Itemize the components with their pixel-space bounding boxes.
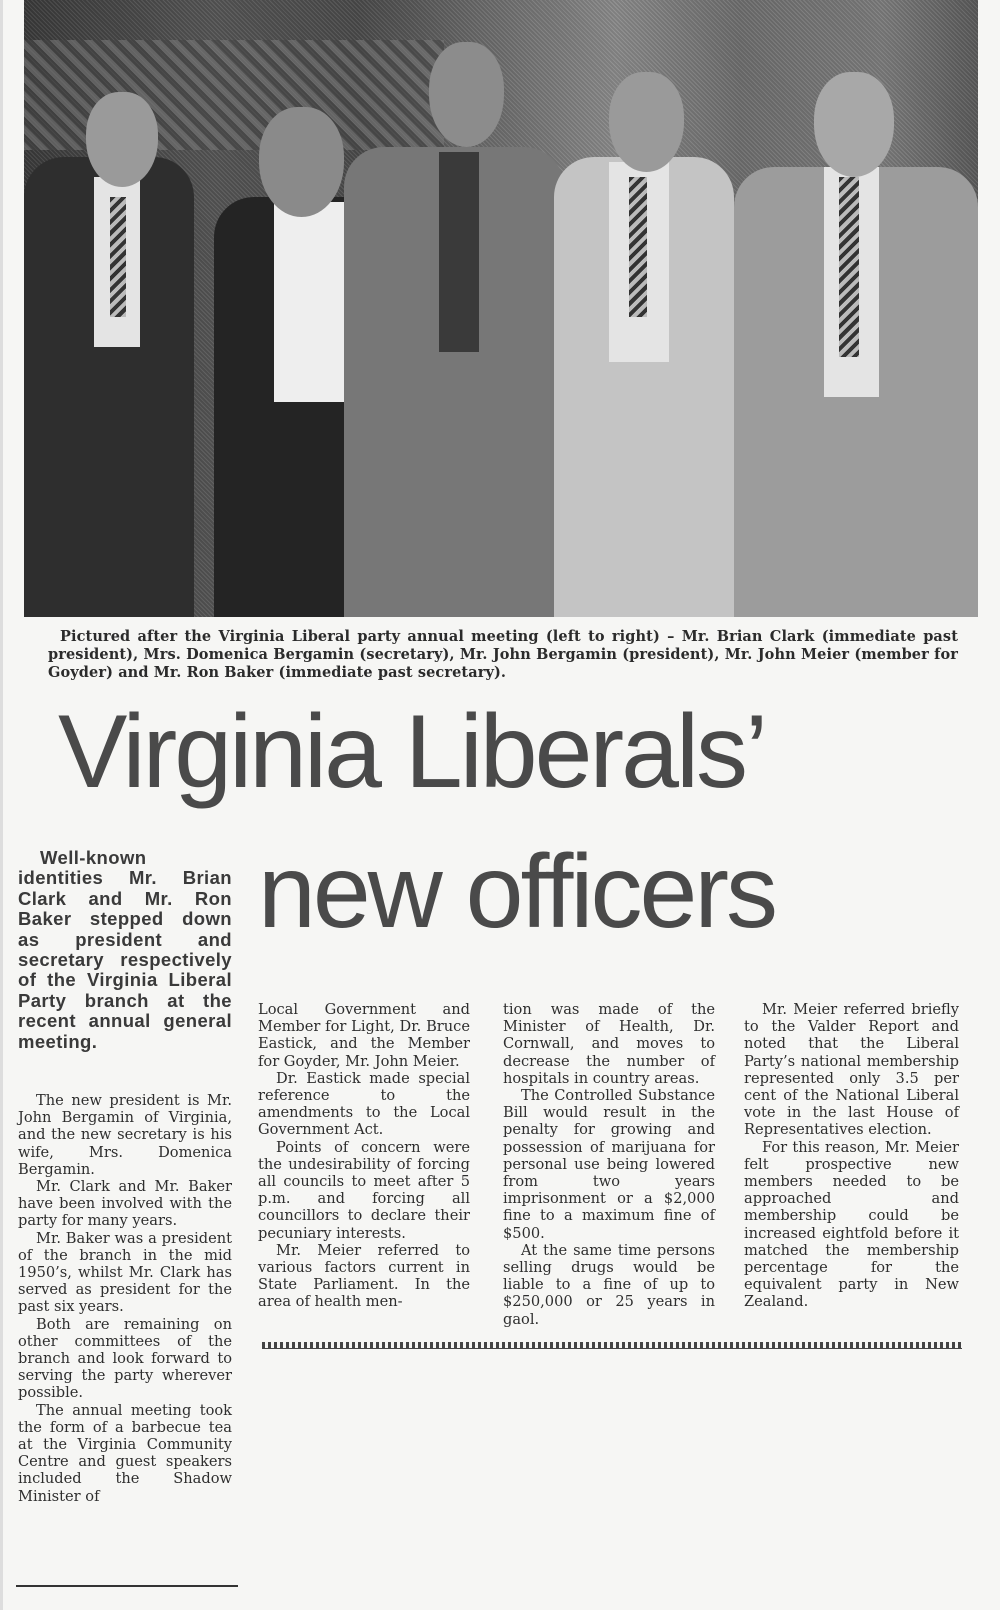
paragraph: For this reason, Mr. Meier felt prospective new members needed to be approached and membership could be increased eightfold before it matched the membership percentage for the equivalent party in New Zealand.	[744, 1138, 959, 1311]
headline-line-2: new officers	[258, 834, 776, 950]
paragraph: Dr. Eastick made special reference to the amendments to the Local Government Act.	[258, 1069, 470, 1139]
page-edge	[0, 0, 3, 1610]
group-photo	[24, 0, 978, 617]
paragraph: Both are remaining on other committees of the branch and look forward to serving the party wherever possible.	[18, 1315, 232, 1402]
paragraph: At the same time persons selling drugs would be liable to a fine of up to $250,000 or 25 years in gaol.	[503, 1241, 715, 1328]
paragraph: tion was made of the Minister of Health, Dr. Cornwall, and moves to decrease the number of hospitals in country areas.	[503, 1001, 715, 1087]
paragraph: Mr. Meier referred to various factors current in State Parliament. In the area of health men-	[258, 1241, 470, 1311]
paragraph: Local Government and Member for Light, Dr. Bruce Eastick, and the Member for Goyder, Mr. John Meier.	[258, 1001, 470, 1070]
paragraph: Mr. Meier referred briefly to the Valder Report and noted that the Liberal Party’s national membership represented only 3.5 per cent of the National Liberal vote in the last House of Representatives election.	[744, 1001, 959, 1139]
column-1-end-rule	[16, 1585, 238, 1587]
person-john-meier	[554, 37, 734, 617]
column-3	[503, 1001, 715, 1328]
paragraph: Mr. Baker was a president of the branch in the mid 1950’s, whilst Mr. Clark has served as president for the past six years.	[18, 1229, 232, 1316]
paragraph: Points of concern were the undesirability of forcing all councils to meet after 5 p.m. and forcing all councillors to declare their pecuniary interests.	[258, 1138, 470, 1242]
person-brian-clark	[24, 47, 194, 617]
lede-paragraph: Well-known identities Mr. Brian Clark and Mr. Ron Baker stepped down as president and secretary respectively of the Virginia Liberal Party branch at the recent annual general meeting.	[18, 847, 232, 1052]
paragraph: Mr. Clark and Mr. Baker have been involved with the party for many years.	[18, 1178, 232, 1230]
person-john-bergamin	[344, 17, 564, 617]
headline-line-1: Virginia Liberals’	[58, 694, 766, 810]
paragraph: The annual meeting took the form of a barbecue tea at the Virginia Community Centre and guest speakers included the Shadow Minister of	[18, 1401, 232, 1505]
column-1	[18, 1092, 232, 1505]
paragraph: The Controlled Substance Bill would result in the penalty for growing and possession of marijuana for personal use being lowered from two years imprisonment or a $2,000 fine to a maximum fine of $500.	[503, 1087, 715, 1242]
column-4	[744, 1001, 959, 1311]
column-2	[258, 1001, 470, 1311]
person-ron-baker	[734, 47, 978, 617]
column-end-rule	[262, 1342, 962, 1349]
paragraph: The new president is Mr. John Bergamin of Virginia, and the new secretary is his wife, Mrs. Domenica Bergamin.	[18, 1092, 232, 1178]
photo-caption: Pictured after the Virginia Liberal party annual meeting (left to right) – Mr. Brian Clark (immediate past president), Mrs. Domenica Bergamin (secretary), Mr. John Bergamin (president), Mr. John Meier (member for Goyder) and Mr. Ron Baker (immediate past secretary).	[48, 628, 958, 681]
